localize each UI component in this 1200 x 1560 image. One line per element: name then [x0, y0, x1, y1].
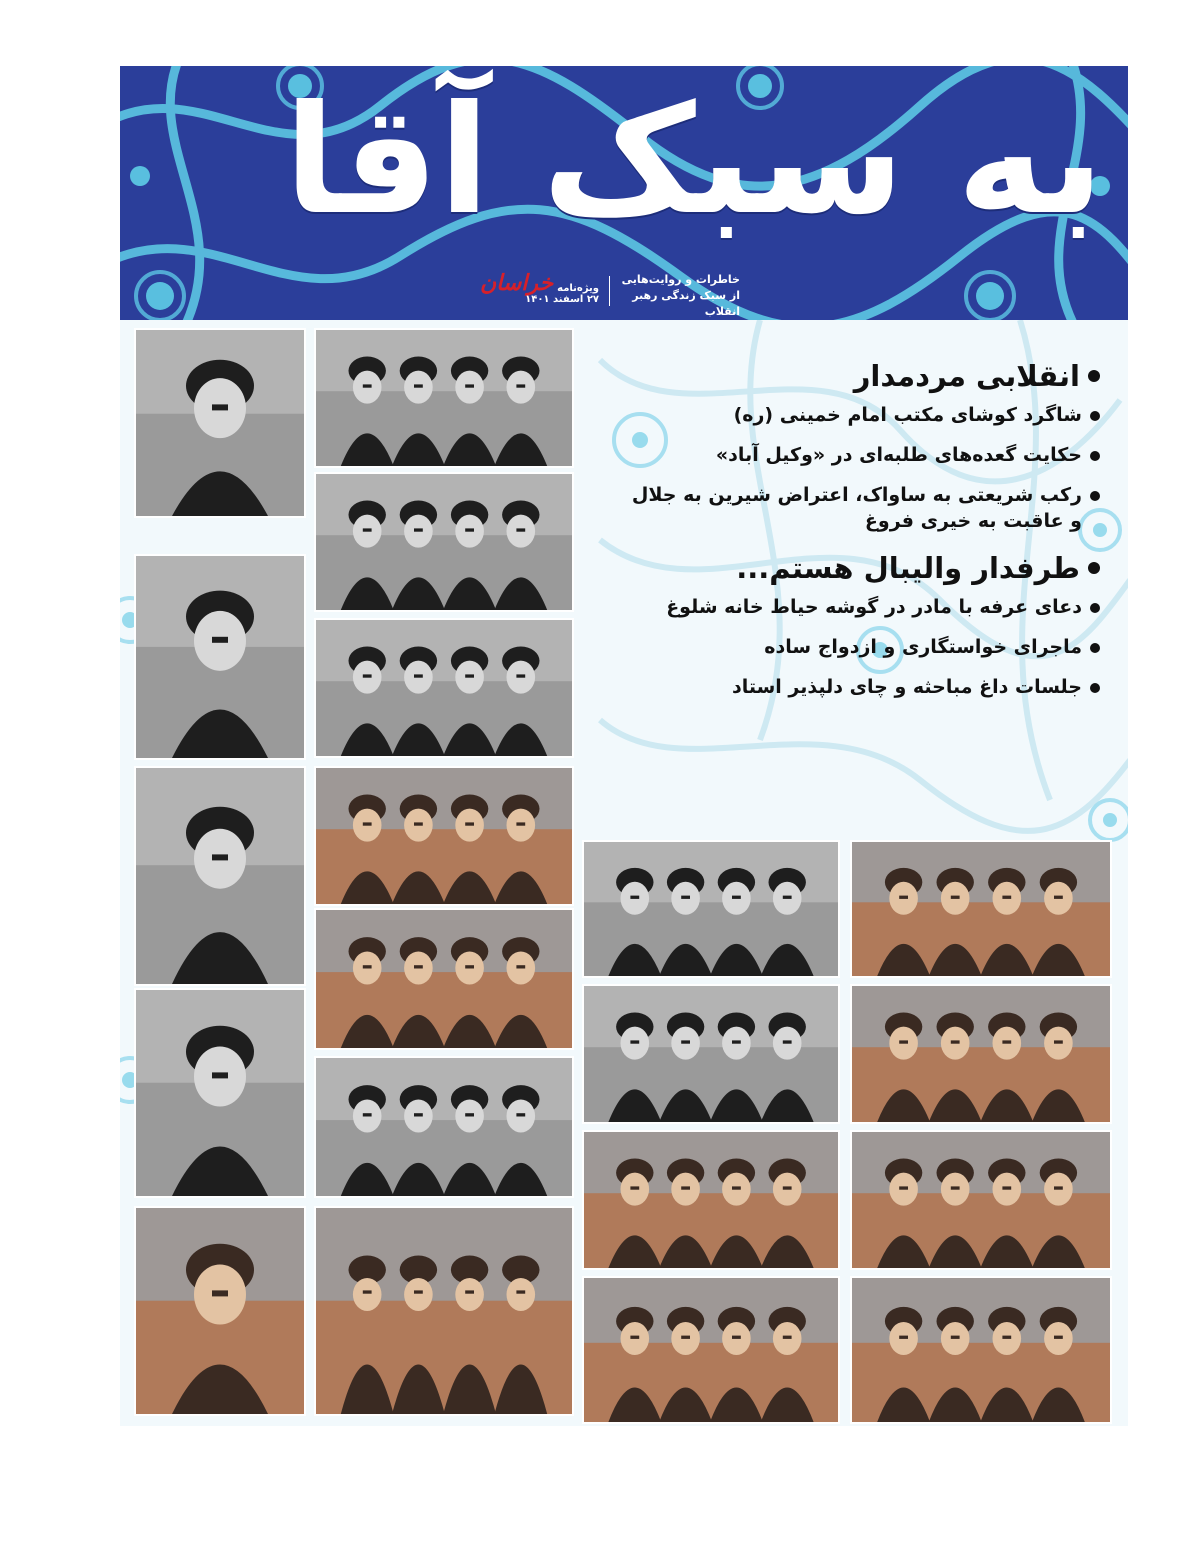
photo-portrait-youth [134, 328, 306, 518]
photo-image [316, 1058, 572, 1196]
photo-image [136, 990, 304, 1196]
headline-sub: ماجرای خواستگاری و ازدواج ساده [620, 634, 1100, 660]
bullet-icon [1088, 562, 1100, 574]
photo-clerics-garden [314, 472, 574, 612]
bullet-icon [1088, 370, 1100, 382]
bullet-icon [1090, 643, 1100, 653]
photo-portrait-smiling [134, 1206, 306, 1416]
photo-group-youths [850, 984, 1112, 1124]
photo-portrait-bearded [134, 766, 306, 986]
headlines-block [620, 356, 1100, 714]
issue-date: ۲۷ اسفند ۱۴۰۱ [525, 294, 600, 305]
photo-image [316, 910, 572, 1048]
photo-press-microphones [850, 1276, 1112, 1424]
photo-reading-book [850, 840, 1112, 978]
photo-image [136, 556, 304, 758]
divider [609, 276, 610, 306]
photo-clerics-child [582, 984, 840, 1124]
brand-name: خراسان [480, 270, 554, 296]
brand-special-label: ویژه‌نامه [557, 283, 600, 294]
photo-three-clerics-shrine [582, 840, 840, 978]
tagline [620, 272, 740, 320]
photo-crowd-clerics [582, 1130, 840, 1270]
photo-portrait-white-turban [134, 988, 306, 1198]
tagline-line-2: از سبک زندگی رهبر انقلاب [632, 289, 740, 318]
headline-group-1 [620, 356, 1100, 534]
bullet-icon [1090, 451, 1100, 461]
photo-image [852, 842, 1110, 976]
photo-portrait-young-cleric [134, 554, 306, 760]
photo-image [852, 1132, 1110, 1268]
magazine-title: به سبک آقا [283, 74, 1104, 248]
photo-group-indoor [850, 1130, 1112, 1270]
photo-harvest [314, 1056, 574, 1198]
photo-image [852, 986, 1110, 1122]
photo-clerics-family [314, 618, 574, 758]
photo-image [584, 842, 838, 976]
headline-sub: جلسات داغ مباحثه و چای دلپذیر استاد [620, 674, 1100, 700]
photo-image [316, 1208, 572, 1414]
banner-footer [480, 272, 740, 316]
photo-image [584, 1278, 838, 1422]
photo-image [852, 1278, 1110, 1422]
bullet-icon [1090, 491, 1100, 501]
headline-group-2 [620, 548, 1100, 700]
photo-image [136, 1208, 304, 1414]
photo-image [316, 620, 572, 756]
headline-sub: دعای عرفه با مادر در گوشه حیاط خانه شلوغ [620, 594, 1100, 620]
tagline-line-1: خاطرات و روایت‌هایی [621, 273, 740, 286]
bullet-icon [1090, 603, 1100, 613]
photo-image [584, 986, 838, 1122]
photo-with-elder-cleric [314, 908, 574, 1050]
header-banner [120, 66, 1128, 320]
headline-main-2: طرفدار والیبال هستم... [620, 548, 1100, 588]
photo-group-students [314, 328, 574, 468]
photo-image [136, 330, 304, 516]
photo-with-imam [314, 766, 574, 906]
photo-image [136, 768, 304, 984]
headline-sub: شاگرد کوشای مکتب امام خمینی (ره) [620, 402, 1100, 428]
headline-main-1: انقلابی مردمدار [620, 356, 1100, 396]
photo-mountain-group [314, 1206, 574, 1416]
photo-image [316, 474, 572, 610]
bullet-icon [1090, 411, 1100, 421]
photo-image [584, 1132, 838, 1268]
magazine-cover [120, 66, 1128, 1426]
brand-logo [480, 272, 599, 305]
photo-date-palm [582, 1276, 840, 1424]
headline-sub: رکب شریعتی به ساواک، اعتراض شیرین به جلال و عاقبت به خیری فروغ [620, 482, 1100, 534]
photo-image [316, 330, 572, 466]
photo-image [316, 768, 572, 904]
headline-sub: حکایت گعده‌های طلبه‌ای در «وکیل آباد» [620, 442, 1100, 468]
bullet-icon [1090, 683, 1100, 693]
